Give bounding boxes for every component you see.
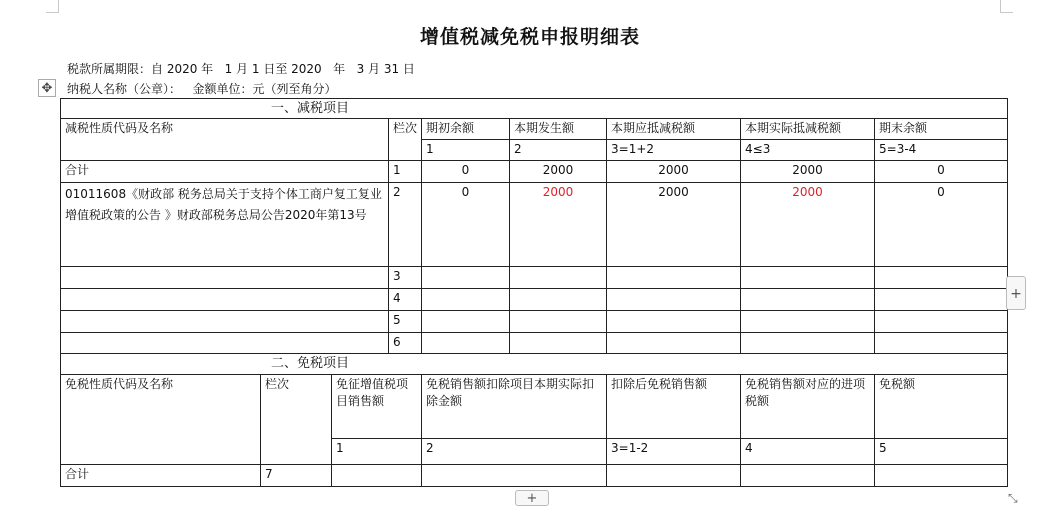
header-sales-deduction: 免税销售额扣除项目本期实际扣除金额 <box>422 375 607 439</box>
line-number: 2 <box>389 183 422 267</box>
resize-icon[interactable]: ⤡ <box>1008 491 1018 505</box>
header-input-tax: 免税销售额对应的进项税额 <box>741 375 875 439</box>
col-number: 5 <box>875 439 1008 465</box>
total-label: 合计 <box>61 161 389 183</box>
empty-cell[interactable] <box>510 333 607 354</box>
empty-cell[interactable] <box>741 289 875 311</box>
empty-cell[interactable] <box>875 333 1008 354</box>
line-number: 6 <box>389 333 422 354</box>
plus-icon[interactable]: + <box>515 490 549 506</box>
page-corner-mark <box>46 0 59 13</box>
header-exempt-sales: 免征增值税项目销售额 <box>332 375 422 439</box>
empty-cell[interactable] <box>422 311 510 333</box>
empty-cell[interactable] <box>607 289 741 311</box>
empty-cell[interactable] <box>61 267 389 289</box>
header-opening-balance: 期初余额 <box>422 119 510 140</box>
total-closing: 0 <box>875 161 1008 183</box>
header-actual-deducted: 本期实际抵减税额 <box>741 119 875 140</box>
empty-cell[interactable] <box>61 311 389 333</box>
item-deductible: 2000 <box>607 183 741 267</box>
header-closing-balance: 期末余额 <box>875 119 1008 140</box>
section-title-reduction: 一、减税项目 <box>61 99 1008 119</box>
col-number: 3=1+2 <box>607 140 741 161</box>
empty-cell[interactable] <box>741 333 875 354</box>
empty-cell[interactable] <box>875 289 1008 311</box>
line-number: 7 <box>261 465 332 487</box>
item-name: 01011608《财政部 税务总局关于支持个体工商户复工复业增值税政策的公告 》财政部税务总局公告2020年第13号 <box>61 183 389 267</box>
empty-cell[interactable] <box>61 333 389 354</box>
col-number: 5=3-4 <box>875 140 1008 161</box>
empty-cell[interactable] <box>61 289 389 311</box>
total-label: 合计 <box>61 465 261 487</box>
col-number: 3=1-2 <box>607 439 741 465</box>
empty-cell[interactable] <box>607 333 741 354</box>
empty-cell[interactable] <box>741 267 875 289</box>
header-exemption-name: 免税性质代码及名称 <box>61 375 261 465</box>
total-actual: 2000 <box>741 161 875 183</box>
empty-cell[interactable] <box>607 267 741 289</box>
line-number: 1 <box>389 161 422 183</box>
col-number: 4 <box>741 439 875 465</box>
header-incurred: 本期发生额 <box>510 119 607 140</box>
empty-cell[interactable] <box>510 267 607 289</box>
empty-cell[interactable] <box>510 289 607 311</box>
plus-icon[interactable]: + <box>1006 276 1026 310</box>
col-number: 2 <box>510 140 607 161</box>
item-opening: 0 <box>422 183 510 267</box>
header-deductible: 本期应抵减税额 <box>607 119 741 140</box>
empty-cell[interactable] <box>422 267 510 289</box>
header-after-deduction: 扣除后免税销售额 <box>607 375 741 439</box>
section-title-exemption: 二、免税项目 <box>61 354 1008 375</box>
empty-cell[interactable] <box>741 465 875 487</box>
col-number: 4≤3 <box>741 140 875 161</box>
total-incurred: 2000 <box>510 161 607 183</box>
header-line-no: 栏次 <box>389 119 422 161</box>
line-number: 5 <box>389 311 422 333</box>
empty-cell[interactable] <box>422 333 510 354</box>
header-exempt-amount: 免税额 <box>875 375 1008 439</box>
empty-cell[interactable] <box>332 465 422 487</box>
item-closing: 0 <box>875 183 1008 267</box>
move-icon[interactable]: ✥ <box>38 79 56 97</box>
empty-cell[interactable] <box>875 465 1008 487</box>
empty-cell[interactable] <box>510 311 607 333</box>
item-incurred: 2000 <box>510 183 607 267</box>
empty-cell[interactable] <box>422 289 510 311</box>
empty-cell[interactable] <box>422 465 607 487</box>
total-deductible: 2000 <box>607 161 741 183</box>
header-line-no: 栏次 <box>261 375 332 465</box>
header-reduction-name: 减税性质代码及名称 <box>61 119 389 161</box>
col-number: 1 <box>332 439 422 465</box>
line-number: 3 <box>389 267 422 289</box>
empty-cell[interactable] <box>607 311 741 333</box>
total-opening: 0 <box>422 161 510 183</box>
line-number: 4 <box>389 289 422 311</box>
col-number: 2 <box>422 439 607 465</box>
item-actual: 2000 <box>741 183 875 267</box>
taxpayer-line: 纳税人名称（公章）： 金额单位：元（列至角分） <box>67 82 337 96</box>
tax-period-line: 税款所属期限：自 2020 年 1 月 1 日至 2020 年 3 月 31 日 <box>67 62 415 76</box>
empty-cell[interactable] <box>875 311 1008 333</box>
empty-cell[interactable] <box>741 311 875 333</box>
col-number: 1 <box>422 140 510 161</box>
tax-relief-table <box>60 98 1008 487</box>
page-corner-mark <box>1000 0 1013 13</box>
document-title: 增值税减免税申报明细表 <box>419 26 640 48</box>
empty-cell[interactable] <box>607 465 741 487</box>
empty-cell[interactable] <box>875 267 1008 289</box>
